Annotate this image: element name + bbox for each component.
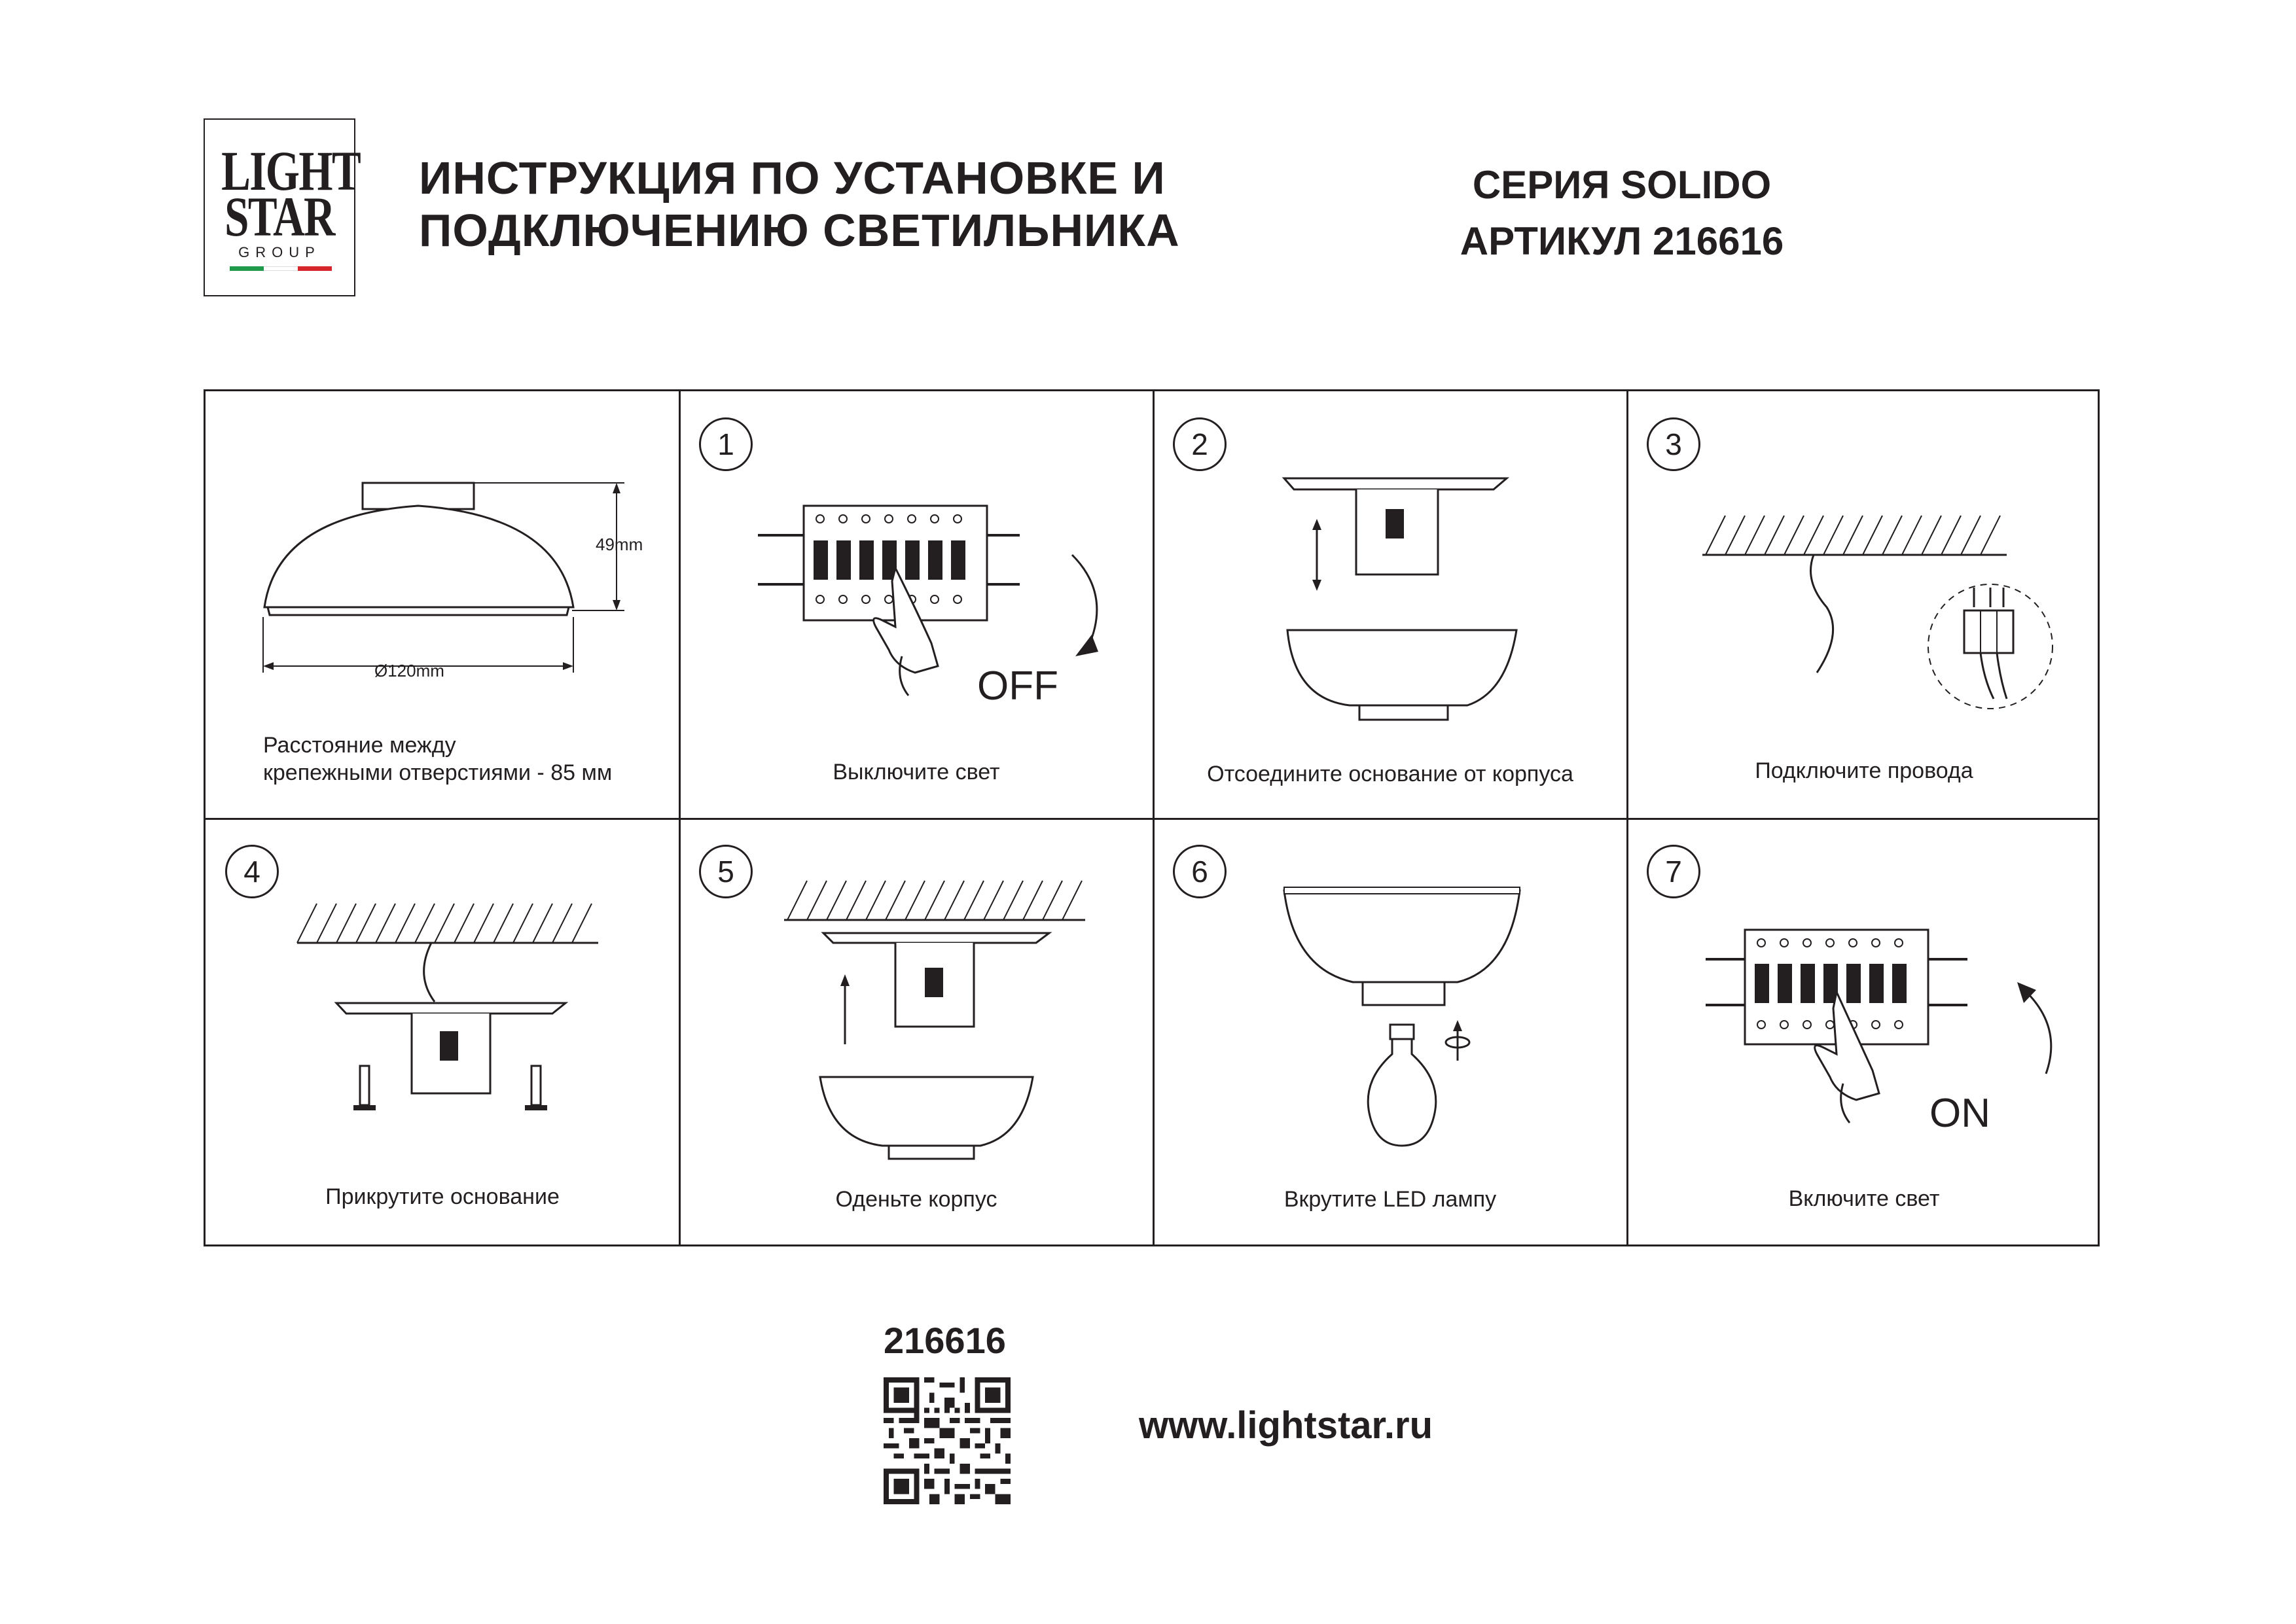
title-line-2: ПОДКЛЮЧЕНИЮ СВЕТИЛЬНИКА (419, 205, 1180, 256)
step-2-panel (1153, 391, 1627, 819)
detach-base-drawing (1153, 391, 1627, 819)
circuit-breaker-icon (679, 391, 1153, 819)
italian-flag-stripe (230, 266, 332, 271)
logo-text-group: GROUP (238, 244, 321, 260)
note-line-2: крепежными отверстиями - 85 мм (263, 760, 613, 785)
step-caption: Включите свет (1788, 1186, 1940, 1211)
step-3-panel (1627, 391, 2101, 819)
step-1-panel (679, 391, 1153, 819)
step-5-panel (679, 819, 1153, 1248)
step-caption: Оденьте корпус (835, 1187, 997, 1212)
on-label: ON (1929, 1091, 1990, 1136)
height-dimension: 49mm (596, 535, 643, 554)
step-number: 1 (699, 417, 753, 471)
step-4-panel (206, 819, 679, 1248)
note-line-1: Расстояние между (263, 733, 456, 758)
off-label: OFF (977, 663, 1058, 709)
step-7-panel (1627, 819, 2101, 1248)
step-number: 6 (1173, 845, 1227, 898)
step-caption: Прикрутите основание (325, 1184, 560, 1209)
title-line-1: ИНСТРУКЦИЯ ПО УСТАНОВКЕ И (419, 152, 1166, 203)
step-caption: Выключите свет (833, 760, 1000, 785)
screw-icon (360, 1066, 369, 1105)
circuit-breaker-icon (1627, 819, 2101, 1248)
diameter-dimension: Ø120mm (374, 661, 444, 680)
series-name: СЕРИЯ SOLIDO (1472, 163, 1772, 207)
step-caption: Подключите провода (1755, 758, 1973, 783)
instruction-grid (204, 389, 2100, 1246)
series-block (1445, 157, 1799, 270)
document-title (419, 152, 1180, 256)
dimensions-panel (206, 391, 679, 819)
qr-code-icon (884, 1377, 1011, 1504)
step-number: 3 (1647, 417, 1700, 471)
wiring-drawing (1627, 391, 2101, 819)
article-number: АРТИКУЛ 216616 (1460, 219, 1784, 263)
screw-icon (531, 1066, 541, 1105)
article-code: 216616 (884, 1320, 1006, 1361)
step-number: 7 (1647, 845, 1700, 898)
step-number: 2 (1173, 417, 1227, 471)
step-6-panel (1153, 819, 1627, 1248)
step-number: 5 (699, 845, 753, 898)
mount-body-drawing (679, 819, 1153, 1248)
website-link[interactable]: www.lightstar.ru (1139, 1404, 1433, 1447)
step-caption: Вкрутите LED лампу (1283, 1187, 1497, 1212)
logo-text-light: LIGHT (221, 139, 361, 202)
step-number: 4 (225, 845, 279, 898)
light-bulb-icon (1153, 819, 1627, 1248)
mounting-distance-note (263, 732, 612, 786)
step-caption: Отсоедините основание от корпуса (1207, 762, 1573, 786)
logo-text-star: STAR (224, 185, 334, 248)
brand-logo (204, 118, 361, 296)
